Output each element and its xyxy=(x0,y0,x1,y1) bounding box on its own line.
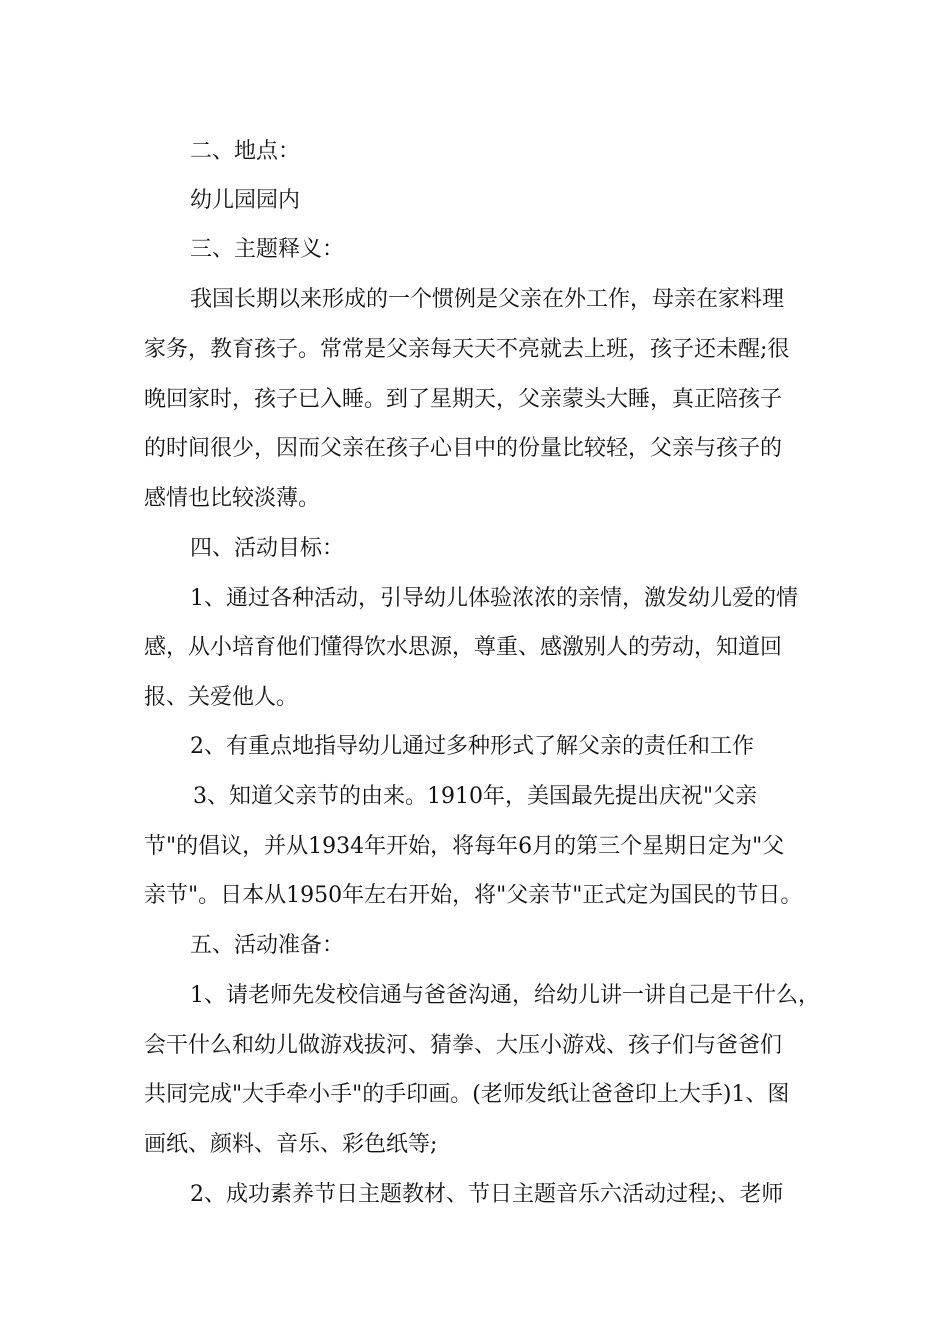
heading-theme: 三、主题释义： xyxy=(190,237,345,262)
paragraph-line: 报、关爱他人。 xyxy=(144,685,299,710)
paragraph-line: 2、成功素养节日主题教材、节日主题音乐六活动过程;、老师 xyxy=(190,1182,784,1207)
paragraph-line: 节"的倡议，并从1934年开始，将每年6月的第三个星期日定为"父 xyxy=(144,834,785,859)
paragraph-line: 亲节"。日本从1950年左右开始，将"父亲节"正式定为国民的节日。 xyxy=(144,883,803,908)
paragraph-line: 1、请老师先发校信通与爸爸沟通，给幼儿讲一讲自己是干什么， xyxy=(190,983,820,1008)
heading-goals: 四、活动目标： xyxy=(190,536,345,561)
paragraph-line: 3、知道父亲节的由来。1910年，美国最先提出庆祝"父亲 xyxy=(193,784,758,809)
location-text: 幼儿园园内 xyxy=(190,188,301,213)
paragraph-line: 晚回家时，孩子已入睡。到了星期天，父亲蒙头大睡，真正陪孩子 xyxy=(144,387,783,412)
heading-preparation: 五、活动准备： xyxy=(190,933,345,958)
paragraph-line: 1、通过各种活动，引导幼儿体验浓浓的亲情，激发幼儿爱的情 xyxy=(190,586,798,611)
paragraph-line: 家务，教育孩子。常常是父亲每天天不亮就去上班，孩子还未醒;很 xyxy=(144,337,790,362)
paragraph-line: 2、有重点地指导幼儿通过多种形式了解父亲的责任和工作 xyxy=(190,734,754,759)
paragraph-line: 画纸、颜料、音乐、彩色纸等; xyxy=(144,1132,438,1157)
paragraph-line: 感情也比较淡薄。 xyxy=(144,486,321,511)
paragraph-line: 会干什么和幼儿做游戏拔河、猜拳、大压小游戏、孩子们与爸爸们 xyxy=(144,1033,783,1058)
paragraph-line: 共同完成"大手牵小手"的手印画。(老师发纸让爸爸印上大手)1、图 xyxy=(144,1082,790,1107)
paragraph-line: 我国长期以来形成的一个惯例是父亲在外工作，母亲在家料理 xyxy=(190,287,785,312)
paragraph-line: 感，从小培育他们懂得饮水思源，尊重、感激别人的劳动，知道回 xyxy=(144,635,783,660)
heading-location: 二、地点： xyxy=(190,139,301,164)
paragraph-line: 的时间很少，因而父亲在孩子心目中的份量比较轻，父亲与孩子的 xyxy=(144,436,783,461)
